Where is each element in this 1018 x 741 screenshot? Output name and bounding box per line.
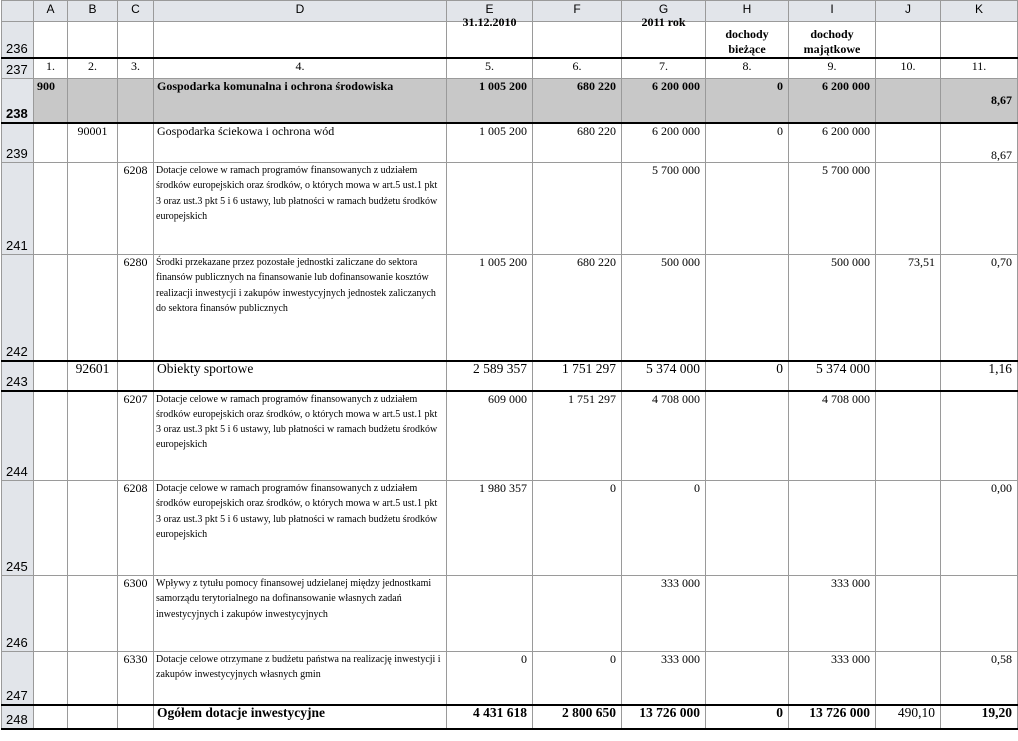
cell[interactable]: 5 700 000 xyxy=(789,163,876,255)
cell[interactable] xyxy=(706,163,789,255)
cell[interactable]: 6280 xyxy=(118,255,154,361)
cell[interactable]: 0,00 xyxy=(941,481,1018,576)
cell[interactable]: 1 005 200 xyxy=(447,79,533,123)
cell[interactable] xyxy=(68,652,118,705)
cell[interactable] xyxy=(68,79,118,123)
cell[interactable]: 6300 xyxy=(118,576,154,652)
cell[interactable]: 333 000 xyxy=(622,652,706,705)
table-row xyxy=(2,652,1018,705)
column-header-g[interactable]: G xyxy=(622,1,706,22)
cell[interactable] xyxy=(706,391,789,481)
header-label-g: 2011 rok xyxy=(641,15,686,29)
cell[interactable] xyxy=(34,481,68,576)
cell[interactable]: 333 000 xyxy=(789,652,876,705)
cell[interactable]: 8,67 xyxy=(941,123,1018,163)
cell[interactable] xyxy=(706,481,789,576)
cell[interactable]: 5 700 000 xyxy=(622,163,706,255)
cell[interactable]: 1,16 xyxy=(941,361,1018,391)
header-cell-g[interactable] xyxy=(622,15,706,58)
cell[interactable] xyxy=(533,576,622,652)
cell[interactable] xyxy=(789,481,876,576)
cell[interactable]: 6208 xyxy=(118,481,154,576)
header-label-e: 31.12.2010 xyxy=(462,15,517,29)
table-row xyxy=(2,163,1018,255)
cell[interactable]: 6. xyxy=(533,58,622,79)
table-row xyxy=(2,255,1018,361)
cell[interactable]: 900 xyxy=(34,79,68,123)
cell[interactable]: 8. xyxy=(706,58,789,79)
cell[interactable] xyxy=(68,576,118,652)
cell[interactable] xyxy=(34,163,68,255)
cell[interactable]: 3. xyxy=(118,58,154,79)
cell[interactable] xyxy=(34,705,68,729)
row-header[interactable]: 246 xyxy=(2,576,34,652)
cell[interactable]: 333 000 xyxy=(622,576,706,652)
cell[interactable] xyxy=(876,652,941,705)
column-header-j[interactable]: J xyxy=(876,1,941,22)
row-header[interactable]: 242 xyxy=(2,255,34,361)
cell[interactable]: 5 374 000 xyxy=(622,361,706,391)
cell[interactable]: 0 xyxy=(533,481,622,576)
cell[interactable]: 19,20 xyxy=(941,705,1018,729)
cell[interactable] xyxy=(34,391,68,481)
cell[interactable]: Ogółem dotacje inwestycyjne xyxy=(154,705,447,729)
cell[interactable]: 13 726 000 xyxy=(789,705,876,729)
row-header[interactable]: 239 xyxy=(2,123,34,163)
cell[interactable]: 333 000 xyxy=(789,576,876,652)
cell[interactable]: 0 xyxy=(706,123,789,163)
cell[interactable]: 0 xyxy=(622,481,706,576)
cell[interactable] xyxy=(706,652,789,705)
cell[interactable]: 6207 xyxy=(118,391,154,481)
table-row xyxy=(2,481,1018,576)
cell[interactable]: 5. xyxy=(447,58,533,79)
cell[interactable]: 8,67 xyxy=(941,79,1018,123)
column-header-k[interactable]: K xyxy=(941,1,1018,22)
cell[interactable]: 6330 xyxy=(118,652,154,705)
cell[interactable]: 10. xyxy=(876,58,941,79)
table-row xyxy=(2,391,1018,481)
cell[interactable]: Wpływy z tytułu pomocy finansowej udzielanej między jednostkami samorządu terytorialnego na dofinansowanie własnych zadań inwestycyjnych i zakupów inwestycyjnych xyxy=(154,576,447,652)
cell[interactable]: Środki przekazane przez pozostałe jednostki zaliczane do sektora finansów publicznych na finansowanie lub dofinansowanie kosztów realizacji inwestycji i zakupów inwestycyjnych jednostek zaliczanych do sektora finansów publicznych xyxy=(154,255,447,361)
cell[interactable]: 2 589 357 xyxy=(447,361,533,391)
cell[interactable] xyxy=(876,481,941,576)
cell[interactable]: 490,10 xyxy=(876,705,941,729)
table-row xyxy=(2,361,1018,391)
table-row xyxy=(2,576,1018,652)
cell[interactable]: 0,58 xyxy=(941,652,1018,705)
table-row xyxy=(2,79,1018,123)
cell[interactable]: Dotacje celowe w ramach programów finansowanych z udziałem środków europejskich oraz środków, o których mowa w art.5 ust.1 pkt 3 oraz ust.3 pkt 5 i 6 ustawy, lub płatności w ramach budżetu środków europejskich xyxy=(154,481,447,576)
cell[interactable] xyxy=(154,22,447,58)
cell[interactable]: Gospodarka komunalna i ochrona środowiska xyxy=(154,79,447,123)
header-cell-h[interactable]: dochody bieżące xyxy=(706,22,789,58)
cell[interactable]: 609 000 xyxy=(447,391,533,481)
cell[interactable] xyxy=(876,391,941,481)
column-header-h[interactable]: H xyxy=(706,1,789,22)
cell[interactable] xyxy=(876,163,941,255)
cell[interactable]: 500 000 xyxy=(789,255,876,361)
table-row xyxy=(2,58,1018,79)
header-cell-i[interactable]: dochody majątkowe xyxy=(789,22,876,58)
cell[interactable]: 4 431 618 xyxy=(447,705,533,729)
row-header[interactable]: 237 xyxy=(2,58,34,79)
cell[interactable]: 680 220 xyxy=(533,123,622,163)
cell[interactable] xyxy=(68,705,118,729)
cell[interactable] xyxy=(706,576,789,652)
cell[interactable]: 7. xyxy=(622,58,706,79)
cell[interactable]: 0 xyxy=(706,79,789,123)
cell[interactable] xyxy=(34,652,68,705)
cell[interactable]: 4. xyxy=(154,58,447,79)
table-row xyxy=(2,705,1018,729)
cell[interactable] xyxy=(68,255,118,361)
cell[interactable]: 5 374 000 xyxy=(789,361,876,391)
cell[interactable] xyxy=(68,391,118,481)
cell[interactable] xyxy=(941,391,1018,481)
cell[interactable] xyxy=(876,361,941,391)
column-header-d[interactable]: D xyxy=(154,1,447,22)
row-header[interactable]: 244 xyxy=(2,391,34,481)
select-all-corner[interactable] xyxy=(2,1,34,22)
cell[interactable]: 6 200 000 xyxy=(789,123,876,163)
cell[interactable]: Gospodarka ściekowa i ochrona wód xyxy=(154,123,447,163)
cell[interactable]: 0 xyxy=(533,652,622,705)
cell[interactable] xyxy=(876,22,941,58)
cell[interactable] xyxy=(34,123,68,163)
table-row xyxy=(2,22,1018,58)
cell[interactable] xyxy=(118,22,154,58)
spreadsheet-table xyxy=(1,0,1018,730)
cell[interactable]: 1 751 297 xyxy=(533,391,622,481)
cell[interactable] xyxy=(941,163,1018,255)
cell[interactable] xyxy=(941,576,1018,652)
cell[interactable] xyxy=(876,576,941,652)
cell[interactable]: 4 708 000 xyxy=(622,391,706,481)
cell[interactable] xyxy=(533,22,622,58)
cell[interactable]: 0 xyxy=(447,652,533,705)
cell[interactable] xyxy=(447,576,533,652)
cell[interactable]: 680 220 xyxy=(533,79,622,123)
cell[interactable]: 9. xyxy=(789,58,876,79)
cell[interactable]: 1 005 200 xyxy=(447,255,533,361)
cell[interactable] xyxy=(68,163,118,255)
cell[interactable]: 6208 xyxy=(118,163,154,255)
cell[interactable] xyxy=(34,361,68,391)
cell[interactable]: 0,70 xyxy=(941,255,1018,361)
cell[interactable] xyxy=(34,255,68,361)
cell[interactable]: 73,51 xyxy=(876,255,941,361)
cell[interactable] xyxy=(533,163,622,255)
cell[interactable] xyxy=(118,79,154,123)
cell[interactable] xyxy=(34,22,68,58)
cell[interactable]: 6 200 000 xyxy=(789,79,876,123)
cell[interactable] xyxy=(68,22,118,58)
row-header[interactable]: 236 xyxy=(2,22,34,58)
cell[interactable] xyxy=(876,123,941,163)
cell[interactable] xyxy=(876,79,941,123)
column-header-f[interactable]: F xyxy=(533,1,622,22)
row-header[interactable]: 243 xyxy=(2,361,34,391)
row-header[interactable]: 241 xyxy=(2,163,34,255)
cell[interactable]: 92601 xyxy=(68,361,118,391)
cell[interactable] xyxy=(706,255,789,361)
cell[interactable]: 90001 xyxy=(68,123,118,163)
column-header-e[interactable]: E xyxy=(447,1,533,22)
cell[interactable]: 1. xyxy=(34,58,68,79)
cell[interactable]: Dotacje celowe w ramach programów finansowanych z udziałem środków europejskich oraz środków, o których mowa w art.5 ust.1 pkt 3 oraz ust.3 pkt 5 i 6 ustawy, lub płatności w ramach budżetu środków europejskich xyxy=(154,163,447,255)
cell[interactable]: 680 220 xyxy=(533,255,622,361)
row-header[interactable]: 247 xyxy=(2,652,34,705)
column-header-b[interactable]: B xyxy=(68,1,118,22)
table-row xyxy=(2,123,1018,163)
cell[interactable] xyxy=(118,123,154,163)
cell[interactable]: 1 980 357 xyxy=(447,481,533,576)
cell[interactable] xyxy=(118,705,154,729)
row-header[interactable]: 238 xyxy=(2,79,34,123)
cell[interactable] xyxy=(447,163,533,255)
column-header-c[interactable]: C xyxy=(118,1,154,22)
cell[interactable]: 1 751 297 xyxy=(533,361,622,391)
column-header-a[interactable]: A xyxy=(34,1,68,22)
cell[interactable] xyxy=(34,576,68,652)
row-header[interactable]: 248 xyxy=(2,705,34,729)
cell[interactable] xyxy=(68,481,118,576)
cell[interactable] xyxy=(118,361,154,391)
cell[interactable]: Dotacje celowe w ramach programów finansowanych z udziałem środków europejskich oraz środków, o których mowa w art.5 ust.1 pkt 3 oraz ust.3 pkt 5 i 6 ustawy, lub płatności w ramach budżetu środków europejskich xyxy=(154,391,447,481)
header-cell-e[interactable] xyxy=(447,15,533,58)
cell[interactable]: Obiekty sportowe xyxy=(154,361,447,391)
cell[interactable]: 0 xyxy=(706,361,789,391)
cell[interactable]: 6 200 000 xyxy=(622,123,706,163)
cell[interactable] xyxy=(941,22,1018,58)
cell[interactable]: 500 000 xyxy=(622,255,706,361)
column-header-i[interactable]: I xyxy=(789,1,876,22)
cell[interactable]: 2 800 650 xyxy=(533,705,622,729)
cell[interactable]: Dotacje celowe otrzymane z budżetu państwa na realizację inwestycji i zakupów inwestycyjnych własnych gmin xyxy=(154,652,447,705)
cell[interactable]: 13 726 000 xyxy=(622,705,706,729)
row-header[interactable]: 245 xyxy=(2,481,34,576)
cell[interactable]: 0 xyxy=(706,705,789,729)
cell[interactable]: 2. xyxy=(68,58,118,79)
cell[interactable]: 6 200 000 xyxy=(622,79,706,123)
cell[interactable]: 4 708 000 xyxy=(789,391,876,481)
cell[interactable]: 1 005 200 xyxy=(447,123,533,163)
cell[interactable]: 11. xyxy=(941,58,1018,79)
